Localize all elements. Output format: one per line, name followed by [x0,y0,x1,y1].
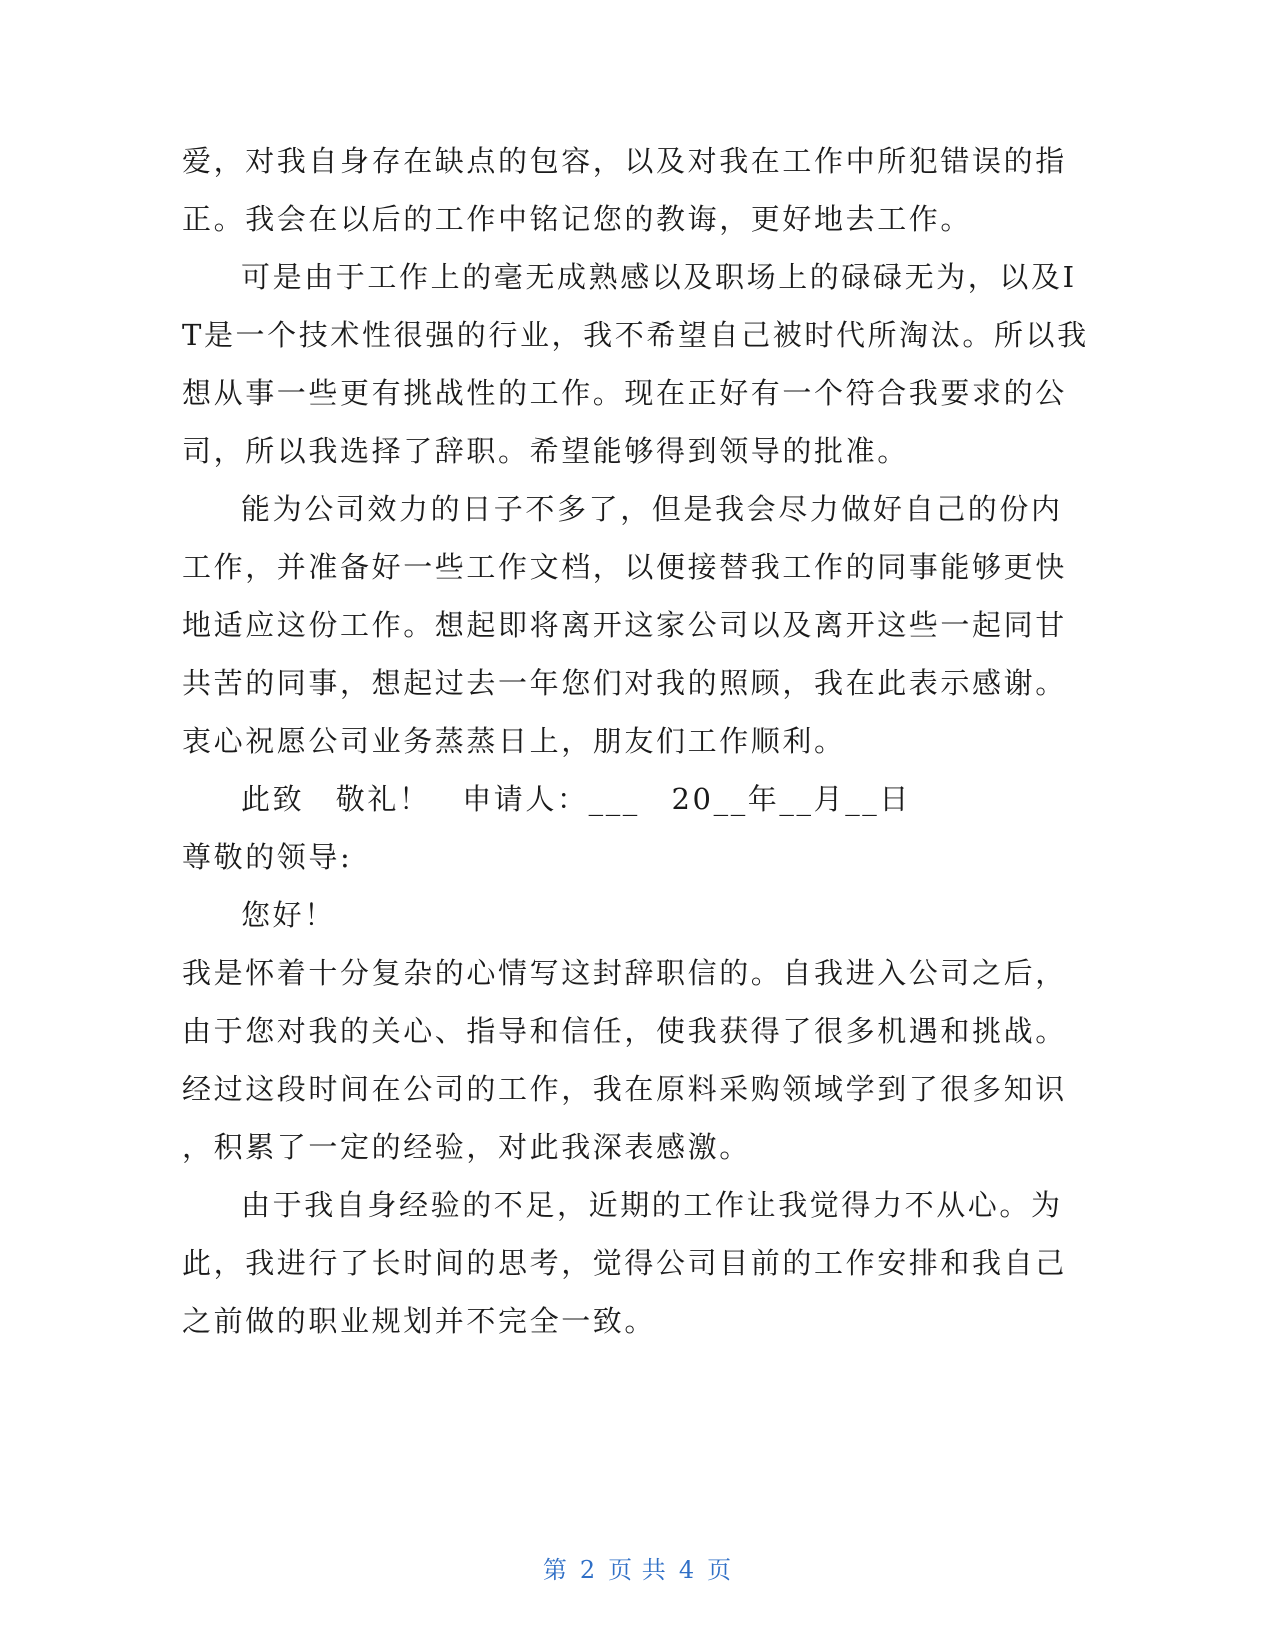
body-line: 正。我会在以后的工作中铭记您的教诲，更好地去工作。 [182,202,973,236]
body-line: ，积累了一定的经验，对此我深表感激。 [182,1130,751,1164]
body-line: 司，所以我选择了辞职。希望能够得到领导的批准。 [182,434,909,468]
page-mid: 页 共 [608,1556,667,1584]
salutation: 尊敬的领导: [182,840,353,874]
body-line: 此，我进行了长时间的思考，觉得公司目前的工作安排和我自己 [182,1246,1067,1280]
page-footer [0,1550,1275,1585]
closing-signature-line: 此致 敬礼！ 申请人：___ 20__年__月__日 [241,782,912,816]
body-line: 想从事一些更有挑战性的工作。现在正好有一个符合我要求的公 [182,376,1067,410]
body-line: 之前做的职业规划并不完全一致。 [182,1304,657,1338]
paragraph-start: 可是由于工作上的毫无成熟感以及职场上的碌碌无为，以及I [241,260,1077,294]
body-line: 由于您对我的关心、指导和信任，使我获得了很多机遇和挑战。 [182,1014,1067,1048]
greeting: 您好！ [241,898,336,932]
body-line: 经过这段时间在公司的工作，我在原料采购领域学到了很多知识 [182,1072,1067,1106]
body-line: 我是怀着十分复杂的心情写这封辞职信的。自我进入公司之后， [182,956,1067,990]
body-line: 地适应这份工作。想起即将离开这家公司以及离开这些一起同甘 [182,608,1067,642]
body-line: 共苦的同事，想起过去一年您们对我的照顾，我在此表示感谢。 [182,666,1067,700]
paragraph-start: 能为公司效力的日子不多了，但是我会尽力做好自己的份内 [241,492,1063,526]
page-suffix: 页 [707,1556,733,1584]
body-line: 爱，对我自身存在缺点的包容，以及对我在工作中所犯错误的指 [182,144,1067,178]
page-total: 4 [678,1556,696,1584]
body-line: 衷心祝愿公司业务蒸蒸日上，朋友们工作顺利。 [182,724,846,758]
body-line: 工作，并准备好一些工作文档，以便接替我工作的同事能够更快 [182,550,1067,584]
paragraph-start: 由于我自身经验的不足，近期的工作让我觉得力不从心。为 [241,1188,1063,1222]
body-line: T是一个技术性很强的行业，我不希望自己被时代所淘汰。所以我 [182,318,1089,352]
page-prefix: 第 [542,1556,568,1584]
page-number: 2 [579,1556,597,1584]
